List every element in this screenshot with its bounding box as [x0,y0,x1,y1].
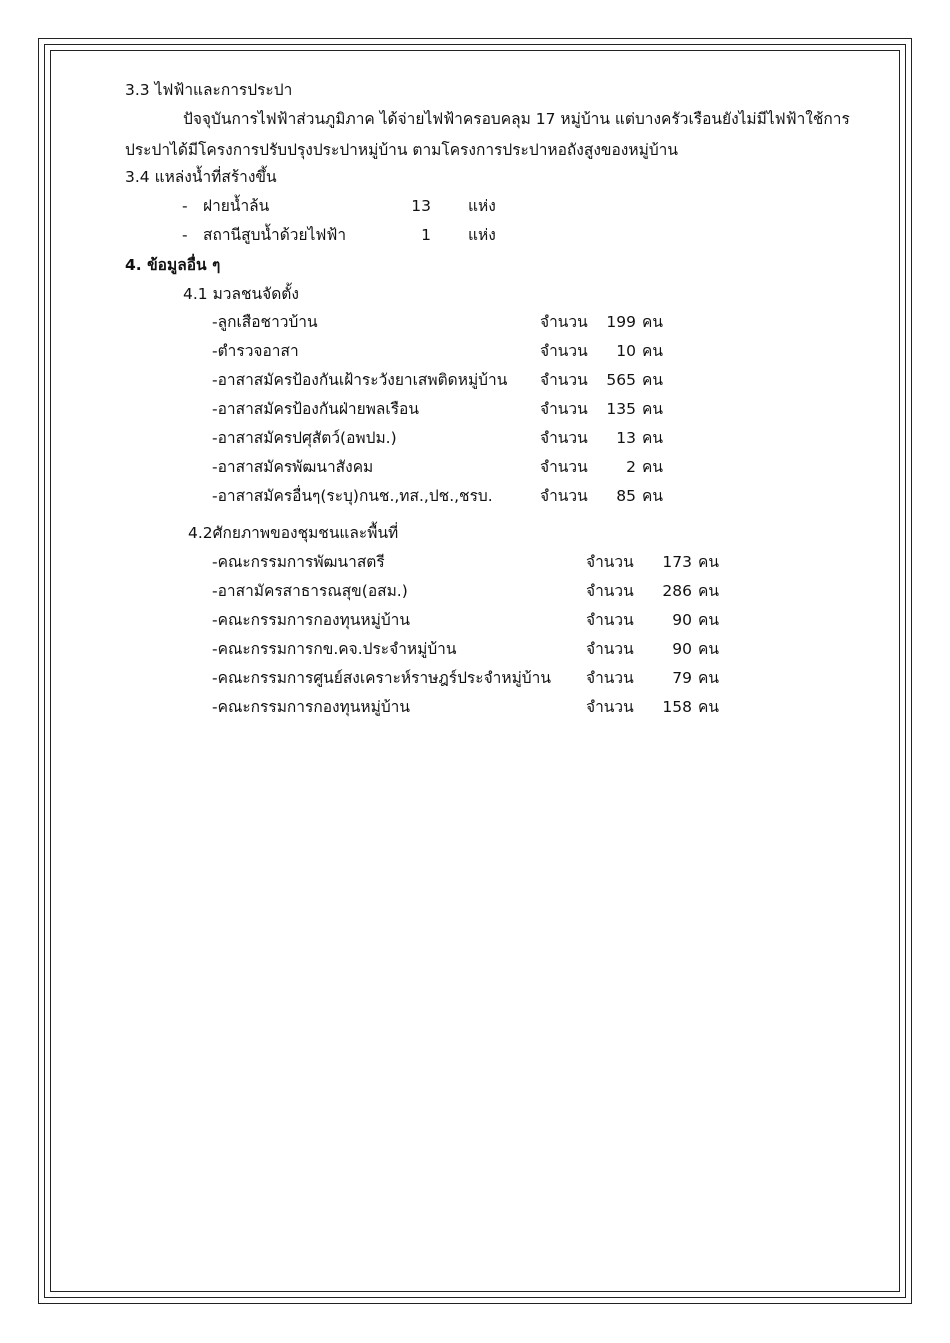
table-row-unit: คน [642,342,663,360]
table-row-label: จำนวน [540,342,588,360]
section-3-3-heading: 3.3 ไฟฟ้าและการประปา [125,81,293,99]
table-row-count: 85 [616,487,636,505]
table-row-count: 286 [662,582,692,600]
table-row-label: จำนวน [586,611,634,629]
section-4-heading: 4. ข้อมูลอื่น ๆ [125,256,221,274]
table-row-name: -คณะกรรมการกองทุนหมู่บ้าน [212,611,410,629]
table-row-unit: คน [698,582,719,600]
table-row-unit: คน [642,400,663,418]
table-row-label: จำนวน [586,582,634,600]
table-row-count: 2 [626,458,636,476]
table-row-label: จำนวน [540,313,588,331]
table-row-label: จำนวน [540,371,588,389]
table-row-unit: คน [642,458,663,476]
table-row-name: -อาสาสมัครพัฒนาสังคม [212,458,374,476]
section-4-2-heading: 4.2ศักยภาพของชุมชนและพื้นที่ [188,524,399,542]
table-row-name: -ลูกเสือชาวบ้าน [212,313,318,331]
table-row-unit: คน [642,429,663,447]
table-row-unit: คน [698,611,719,629]
list-item-count: 13 [411,197,431,215]
table-row-unit: คน [642,371,663,389]
table-row-label: จำนวน [586,640,634,658]
table-row-count: 90 [672,611,692,629]
table-row-name: -คณะกรรมการกองทุนหมู่บ้าน [212,698,410,716]
table-row-label: จำนวน [540,400,588,418]
table-row-count: 565 [606,371,636,389]
table-row-count: 135 [606,400,636,418]
list-item-dash: - [182,197,188,215]
table-row-count: 158 [662,698,692,716]
table-row-unit: คน [698,553,719,571]
table-row-name: -อาสามัครสาธารณสุข(อสม.) [212,582,408,600]
table-row-name: -อาสาสมัครป้องกันฝ่ายพลเรือน [212,400,419,418]
table-row-name: -คณะกรรมการพัฒนาสตรี [212,553,385,571]
table-row-label: จำนวน [540,429,588,447]
section-4-1-heading: 4.1 มวลชนจัดตั้ง [183,285,299,303]
table-row-unit: คน [642,487,663,505]
table-row-unit: คน [698,669,719,687]
table-row-unit: คน [698,698,719,716]
table-row-label: จำนวน [586,698,634,716]
table-row-count: 10 [616,342,636,360]
table-row-label: จำนวน [540,458,588,476]
table-row-label: จำนวน [540,487,588,505]
list-item-name: ฝายน้ำล้น [203,197,270,215]
table-row-count: 90 [672,640,692,658]
table-row-name: -อาสาสมัครป้องกันเฝ้าระวังยาเสพติดหมู่บ้าน [212,371,508,389]
list-item-name: สถานีสูบน้ำด้วยไฟฟ้า [203,226,347,244]
section-3-3-paragraph-line-1: ปัจจุบันการไฟฟ้าส่วนภูมิภาค ได้จ่ายไฟฟ้าครอบคลุม 17 หมู่บ้าน แต่บางครัวเรือนยังไม่มีไฟฟ้าใช้การ [183,110,850,128]
list-item-count: 1 [421,226,431,244]
table-row-count: 79 [672,669,692,687]
table-row-name: -คณะกรรมการศูนย์สงเคราะห์ราษฎร์ประจำหมู่บ้าน [212,669,551,687]
table-row-count: 13 [616,429,636,447]
list-item-unit: แห่ง [468,197,496,215]
list-item-unit: แห่ง [468,226,496,244]
list-item-dash: - [182,226,188,244]
table-row-unit: คน [642,313,663,331]
section-3-3-paragraph-line-2: ประปาได้มีโครงการปรับปรุงประปาหมู่บ้าน ตามโครงการประปาหอถังสูงของหมู่บ้าน [125,141,678,159]
table-row-label: จำนวน [586,669,634,687]
table-row-count: 199 [606,313,636,331]
table-row-name: -ตำรวจอาสา [212,342,299,360]
table-row-name: -อาสาสมัครปศุสัตว์(อพปม.) [212,429,397,447]
section-3-4-heading: 3.4 แหล่งน้ำที่สร้างขึ้น [125,168,277,186]
table-row-name: -อาสาสมัครอื่นๆ(ระบุ)กนช.,ทส.,ปช.,ชรบ. [212,487,493,505]
table-row-unit: คน [698,640,719,658]
table-row-name: -คณะกรรมการกข.คจ.ประจำหมู่บ้าน [212,640,457,658]
table-row-label: จำนวน [586,553,634,571]
table-row-count: 173 [662,553,692,571]
